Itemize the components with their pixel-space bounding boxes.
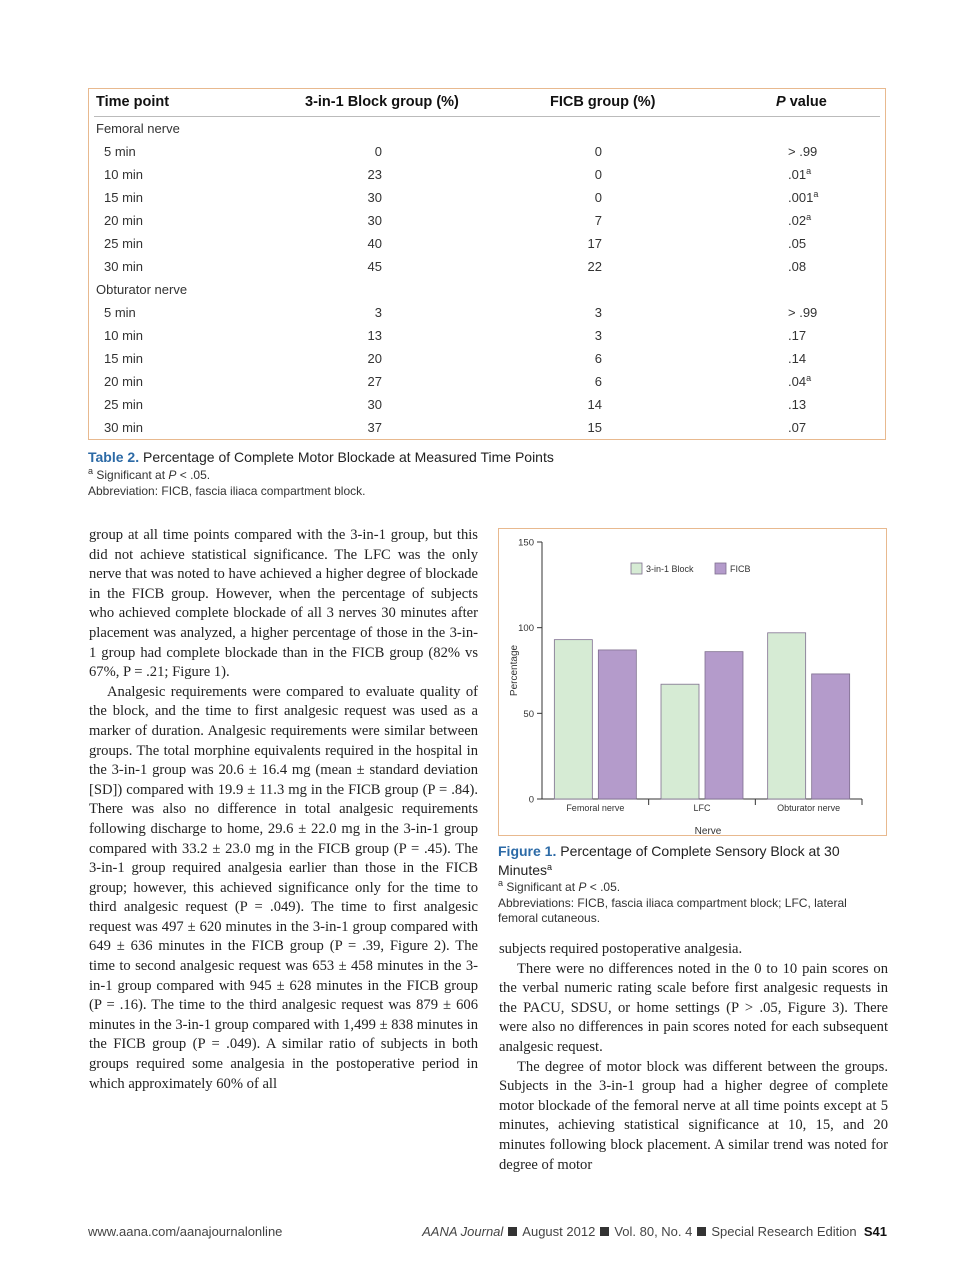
cell-3in1: 37 xyxy=(367,420,382,435)
paragraph: group at all time points compared with the 3-in-1 group, but this did not achieve statistical significance. The LFC was the only nerve that was noted to have achieved a higher degree of blockade in the FICB group. However, when the percentage of subjects who achieved complete blockade of all 3 nerves 30 minutes after placement was analyzed, a higher percentage of those in the 3-in-1 group had complete blockade than in the FICB group (82% vs 67%, P = .21; Figure 1). xyxy=(89,527,478,681)
cell-p-value: .08 xyxy=(788,259,807,274)
y-tick-label: 0 xyxy=(528,794,534,806)
bar-chart xyxy=(499,529,886,835)
bar-3-in-1-block-lfc xyxy=(661,684,699,799)
cell-3in1: 3 xyxy=(374,305,382,320)
table-row xyxy=(88,374,886,397)
footer-journal-info: AANA Journal August 2012 Vol. 80, No. 4 Special Research Edition S41 xyxy=(422,1224,887,1239)
cell-3in1: 30 xyxy=(367,213,382,228)
legend-label: FICB xyxy=(730,564,751,574)
cell-time: 15 min xyxy=(104,351,144,366)
cell-time: 20 min xyxy=(104,213,144,228)
cell-p-value: > .99 xyxy=(788,305,818,320)
table-note-abbreviation: Abbreviation: FICB, fascia iliaca compartment block. xyxy=(88,484,366,498)
right-column xyxy=(499,940,888,1175)
table-row xyxy=(88,144,886,167)
legend-swatch xyxy=(715,563,726,574)
cell-ficb: 3 xyxy=(594,305,602,320)
cell-p-value: .01$^a$ xyxy=(788,166,812,182)
figure-caption: Figure 1. Percentage of Complete Sensory Block at 30 Minutes$^a$ xyxy=(498,843,840,878)
cell-3in1: 23 xyxy=(367,167,382,182)
cell-p-value: .13 xyxy=(788,397,807,412)
cell-p-value: .05 xyxy=(788,236,807,251)
left-column xyxy=(89,526,478,1094)
cell-ficb: 6 xyxy=(594,351,602,366)
table-section-label: Femoral nerve xyxy=(96,121,180,136)
header-p-value: P value xyxy=(776,94,827,110)
figure-note-abbreviation: Abbreviations: FICB, fascia iliaca compartment block; LFC, lateral femoral cutaneous. xyxy=(498,896,847,925)
table-row xyxy=(88,167,886,190)
cell-ficb: 14 xyxy=(587,397,602,412)
table-note-significance: $^a$ Significant at P < .05. xyxy=(88,466,211,482)
header-divider xyxy=(94,116,880,117)
cell-p-value: .001$^a$ xyxy=(788,189,819,205)
bar-ficb-lfc xyxy=(705,652,743,799)
paragraph: There were no differences noted in the 0 to 10 pain scores on the verbal numeric rating scale before first analgesic requests in the PACU, SDSU, or home settings (P > .05, Figure 3). There were also no differences in pain scores noted for each subsequent analgesic request. xyxy=(499,960,888,1055)
square-bullet-icon xyxy=(697,1227,706,1236)
cell-ficb: 0 xyxy=(594,190,602,205)
cell-time: 15 min xyxy=(104,190,144,205)
y-tick-label: 150 xyxy=(518,537,534,549)
cell-time: 30 min xyxy=(104,259,144,274)
cell-ficb: 3 xyxy=(594,328,602,343)
x-axis-label: Nerve xyxy=(694,826,722,835)
table-row xyxy=(88,305,886,328)
bar-3-in-1-block-obturator-nerve xyxy=(768,633,806,799)
x-category-label: Obturator nerve xyxy=(777,803,841,813)
table-row xyxy=(88,259,886,282)
cell-ficb: 15 xyxy=(587,420,602,435)
cell-time: 5 min xyxy=(104,144,136,159)
cell-3in1: 30 xyxy=(367,190,382,205)
table-row xyxy=(88,236,886,259)
bar-3-in-1-block-femoral-nerve xyxy=(554,640,592,799)
cell-ficb: 6 xyxy=(594,374,602,389)
cell-p-value: .02$^a$ xyxy=(788,212,812,228)
cell-time: 30 min xyxy=(104,420,144,435)
cell-p-value: > .99 xyxy=(788,144,818,159)
cell-3in1: 30 xyxy=(367,397,382,412)
cell-ficb: 17 xyxy=(587,236,602,251)
y-tick-label: 100 xyxy=(518,623,534,635)
cell-time: 10 min xyxy=(104,167,144,182)
cell-p-value: .17 xyxy=(788,328,807,343)
y-axis-label: Percentage xyxy=(509,644,520,697)
cell-3in1: 45 xyxy=(367,259,382,274)
cell-ficb: 22 xyxy=(587,259,602,274)
header-time-point: Time point xyxy=(96,94,170,110)
cell-3in1: 27 xyxy=(367,374,382,389)
figure-1 xyxy=(498,528,887,836)
cell-ficb: 0 xyxy=(594,144,602,159)
table-row xyxy=(88,213,886,236)
cell-3in1: 0 xyxy=(374,144,382,159)
table-row xyxy=(88,328,886,351)
cell-time: 25 min xyxy=(104,236,144,251)
bar-ficb-femoral-nerve xyxy=(598,650,636,799)
table-row xyxy=(88,397,886,420)
y-tick-label: 50 xyxy=(523,708,534,720)
header-ficb-group: FICB group (%) xyxy=(550,94,656,110)
cell-ficb: 0 xyxy=(594,167,602,182)
cell-3in1: 13 xyxy=(367,328,382,343)
square-bullet-icon xyxy=(600,1227,609,1236)
cell-time: 25 min xyxy=(104,397,144,412)
page-number: S41 xyxy=(863,1224,887,1239)
table-section-label: Obturator nerve xyxy=(96,282,188,297)
cell-p-value: .14 xyxy=(788,351,807,366)
cell-3in1: 20 xyxy=(367,351,382,366)
cell-p-value: .07 xyxy=(788,420,807,435)
table-caption: Table 2. Percentage of Complete Motor Blockade at Measured Time Points xyxy=(88,449,554,465)
cell-ficb: 7 xyxy=(594,213,602,228)
paragraph: Analgesic requirements were compared to evaluate quality of the block, and the time to first analgesic request was used as a marker of duration. Analgesic requirements were similar between groups. The total morphine equivalents required in the hospital in the 3-in-1 group was 20.6 ± 16.4 mg (mean ± standard deviation [SD]) compared with 19.9 ± 11.3 mg in the FICB group (P = .84). There was also no difference in total analgesic requirements following discharge to home, 29.6 ± 22.0 mg in the 3-in-1 group compared with 33.2 ± 23.0 mg in the FICB group (P = .45). The 3-in-1 group required analgesia earlier than those in the FICB group; however, this achieved significance only for the time to third analgesic request (P = .049). The time to first analgesic request was 497 ± 620 minutes in the 3-in-1 group compared with 649 ± 636 minutes in the FICB group (P = .39, Figure 2). The time to second analgesic request was 653 ± 458 minutes in the 3-in-1 group compared with 945 ± 628 minutes in the FICB group (P = .16). The time to the third analgesic request was 879 ± 606 minutes in the 3-in-1 group compared with 1,499 ± 838 minutes in the FICB group (P = .049). A similar ratio of subjects in both groups required some analgesia in the postoperative period in which approximately 60% of all xyxy=(89,683,479,1092)
square-bullet-icon xyxy=(508,1227,517,1236)
bar-ficb-obturator-nerve xyxy=(812,674,850,799)
cell-time: 10 min xyxy=(104,328,144,343)
footer-url[interactable]: www.aana.com/aanajournalonline xyxy=(88,1224,283,1239)
legend-swatch xyxy=(631,563,642,574)
legend-label: 3-in-1 Block xyxy=(646,564,694,574)
table-row xyxy=(88,190,886,213)
cell-time: 5 min xyxy=(104,305,136,320)
paragraph: subjects required postoperative analgesia. xyxy=(499,941,743,957)
cell-time: 20 min xyxy=(104,374,144,389)
figure-note-significance: $^a$ Significant at P < .05. xyxy=(498,878,621,894)
cell-p-value: .04$^a$ xyxy=(788,373,812,389)
header-3in1-group: 3-in-1 Block group (%) xyxy=(305,94,459,110)
x-category-label: LFC xyxy=(693,803,711,813)
paragraph: The degree of motor block was different between the groups. Subjects in the 3-in-1 group had a higher degree of complete motor blockade of the femoral nerve at all time points except at 5 minutes, achieving statistical significance at 10, 15, and 20 minutes following block placement. A similar trend was noted for degree of motor xyxy=(499,1058,888,1173)
table-row xyxy=(88,351,886,374)
table-row xyxy=(88,420,886,443)
cell-3in1: 40 xyxy=(367,236,382,251)
x-category-label: Femoral nerve xyxy=(566,803,625,813)
